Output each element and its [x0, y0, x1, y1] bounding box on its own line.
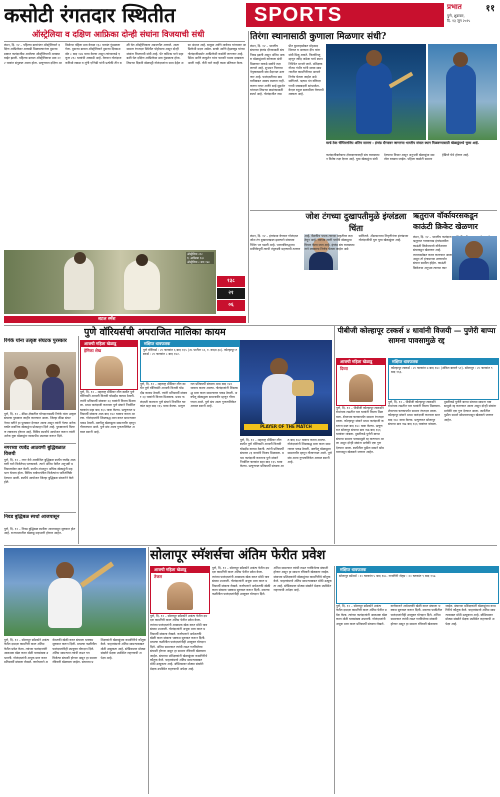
solapur-box-photo	[167, 582, 193, 610]
test-match-photo	[4, 250, 216, 314]
pbg-headline: पीबीजी कोल्हापूर टस्कर्स ४ धावांनी विजयी — पुणेरी बाप्पा सामना पावसामुळे रद्द	[337, 326, 496, 345]
pune-box-title: आजची महिला खेळाडू	[81, 341, 137, 347]
scorecard-row: ऑस्ट्रेलिया २१२	[186, 252, 214, 256]
brilliant-body: पुणे, दि. १२ – क्रीडा क्षेत्रातील योगदानासाठी रिगंके यांना उत्कृष्ट संघटक पुरस्कार जाहीर करण्यात आला. जिल्हा क्रीडा संघटनेच्या वतीने हा पुरस्कार देण्यात आला असून त्यांनी गेल्या अनेक वर्षांत स्थानिक खेळाडूंना प्रोत्साहन दिले आहे. पुरस्काराचे वितरण लवकरच होणार आहे. विविध स्पर्धांचे आयोजन करून त्यांनी अनेक युवा खेळाडूंना व्यासपीठ उपलब्ध करून दिले.	[4, 412, 76, 439]
scorecard-row: द. आफ्रिका १३८	[186, 256, 214, 260]
team-selection-body: लंडन, दि. १२ – भारतीय संघाच्या इंग्लंड दौऱ्यासाठी संघनिवड झाली असून अंतिम अकरा खेळाडूंमध्ये कोणाला संधी मिळणार याकडे सर्वांचे लक्ष लागले आहे. शुभमन गिलच्या नेतृत्वाखाली संघ मैदानात उतरणार आहे. फलंदाजीच्या क्रमवारीबाबत अद्याप स्पष्टता नाही. करुण नायर आणि साई सुदर्शन यांच्यात तिसऱ्या क्रमांकासाठी स्पर्धा आहे. गोलंदाजीत जसप्रीत बुमराहसोबत मोहम्मद सिराज व आकाश दीप यांना संधी मिळू शकते. फिरकीपटू म्हणून रवींद्र जडेजा याचे स्थान निश्चित मानले जाते. प्रशिक्षक गौतम गंभीर यांनी सराव सामन्यातील कामगिरीच्या आधारे निर्णय घेतला जाईल असे सांगितले. ऋषभ पंत यष्टिरक्षणाची जबाबदारी सांभाळेल. केएल राहुल सलामीला येण्याची शक्यता आहे.	[250, 44, 324, 97]
score-tags	[217, 276, 245, 314]
joesh-headline: जोश टंगच्या दुखापतीमुळे इंग्लंडला चिंता	[305, 211, 407, 233]
solapur-left-body: पुणे, दि. १२ – सोलापूर स्मॅशर्सने उपांत्य फेरीत दमदार कामगिरी करत अंतिम फेरीत प्रवेश केला. त्यांच्या फलंदाजांनी आक्रमक खेळ करत मोठी धावसंख्या उभारली. गोलंदाजांनी अचूक मारा करत प्रतिस्पर्धी संघाला रोखले. कर्णधाराने अर्धशतकी खेळी करत संघाला भक्कम सुरुवात करून दिली. मधल्या फळीतील फलंदाजांनीही उपयुक्त योगदान दिले. अंतिम सामन्यात त्यांची लढत गतविजेत्या संघाशी होणार असून हा सामना रविवारी खेळवला जाईल. संघाच्या प्रशिक्षकांनी खेळाडूंच्या कामगिरीचे कौतुक केले. चाहत्यांमध्ये अंतिम सामन्याबाबत मोठी उत्सुकता आहे. स्टेडियमवर मोठ्या संख्येने प्रेक्षक उपस्थित राहण्याची अपेक्षा आहे.	[4, 638, 146, 665]
solapur-scorecard	[336, 566, 499, 604]
scorecard-row: ऑस्ट्रेलिया ८ बाद १४४	[186, 260, 214, 264]
pune-body-bottom: पुणे, दि. १२ – महाराष्ट्र प्रीमियर लीग स्पर्धेत पुणे वॉरियर्सने आपली विजयी घोडदौड कायम ठेवली. त्यांनी प्रतिस्पर्धी संघावर २३ धावांनी विजय मिळवला. प्रथम फलंदाजी करताना पुणे संघाने निर्धारित षटकांत सहा बाद १६५ धावा केल्या. प्रत्युत्तरात प्रतिस्पर्धी संघाला आठ बाद १४२ धावाच करता आल्या. गोलंदाजांनी शिस्तबद्ध मारा करत सामन्यावर पकड ठेवली. अष्टपैलू खेळाडूला सामनावीर म्हणून गौरवण्यात आले. पुणे संघ आता गुणतालिकेत अव्वल स्थानी आहे.	[240, 438, 332, 469]
tennis-headline: निवड बुद्धिबळ स्पर्धा आजपासून	[4, 514, 60, 520]
team-selection-photo	[326, 44, 426, 140]
tennis-body: पुणे, दि. १२ – निवड बुद्धिबळ स्पर्धेला आजपासून सुरुवात होत आहे. राज्यभरातील खेळाडू सहभागी होणार आहेत.	[4, 527, 76, 536]
pbg-box-subtitle: दिव्या	[340, 366, 348, 371]
chess-headline: नगरच्या रघवेंद्र आठवणी बुद्धिबळात विजयी	[4, 445, 66, 457]
sports-title: SPORTS	[254, 4, 343, 26]
date-line-2: दि. १३ जून २०२५	[447, 19, 471, 23]
pbg-body-1: पुणे, दि. १२ – पीबीजी कोल्हापूर टस्कर्सने रोमांचक लढतीत चार धावांनी विजय मिळवला. शेवटच्या षटकापर्यंत सामना रंगतदार ठरला. कोल्हापूर संघाने प्रथम फलंदाजी करताना सात बाद १७० धावा केल्या. प्रत्युत्तरात सोलापूर संघाचा डाव नऊ बाद १६६ धावांवर थांबला. दुसरीकडे पुणेरी बाप्पा संघाचा सामना पावसामुळे रद्द करण्यात आला असून दोन्ही संघांना प्रत्येकी एक गुण देण्यात आला. स्पर्धेतील पुढील सामने सोमवारपासून खेळवले जाणार आहेत.	[336, 406, 384, 455]
pune-photo-caption: PLAYER OF THE MATCH	[244, 424, 328, 430]
solapur-body-2: पुणे, दि. १२ – सोलापूर स्मॅशर्सने उपांत्य फेरीत दमदार कामगिरी करत अंतिम फेरीत प्रवेश केला. त्यांच्या फलंदाजांनी आक्रमक खेळ करत मोठी धावसंख्या उभारली. गोलंदाजांनी अचूक मारा करत प्रतिस्पर्धी संघाला रोखले. कर्णधाराने अर्धशतकी खेळी करत संघाला भक्कम सुरुवात करून दिली. मधल्या फळीतील फलंदाजांनीही उपयुक्त योगदान दिले. अंतिम सामन्यात त्यांची लढत गतविजेत्या संघाशी होणार असून हा सामना रविवारी खेळवला जाईल. संघाच्या प्रशिक्षकांनी खेळाडूंच्या कामगिरीचे कौतुक केले. चाहत्यांमध्ये अंतिम सामन्याबाबत मोठी उत्सुकता आहे. स्टेडियमवर मोठ्या संख्येने प्रेक्षक उपस्थित राहण्याची अपेक्षा आहे.	[212, 566, 332, 597]
score-tag: २१	[217, 288, 245, 299]
pbg-box-title: आजची महिला खेळाडू	[337, 359, 385, 365]
shuttle-title: शटल स्मॅश	[98, 317, 116, 322]
test-scorecard	[186, 252, 214, 264]
score-tag: १३८	[217, 276, 245, 287]
pbg-scorecard-title: संक्षिप्त धावफलक	[389, 359, 498, 365]
team-selection-caption: वर्ल्ड टेस्ट चॅम्पियनशिप अंतिम सामना : इंग्लंड दौऱ्यावर जाणाऱ्या भारतीय संघात स्थान मिळवण्यासाठी खेळाडूंमध्ये चुरस आहे.	[326, 141, 480, 145]
date-line-1: पुणे, शुक्रवार,	[447, 14, 465, 18]
solapur-player-box	[150, 566, 210, 614]
solapur-box-subtitle: तेजल	[154, 574, 162, 579]
sub-headline: ऑस्ट्रेलिया व दक्षिण आफ्रिका दोन्ही संघांना विजयाची संधी	[32, 29, 205, 39]
ruturaj-photo	[452, 236, 497, 280]
score-tag: ०६	[217, 300, 245, 311]
ruturaj-headline: ऋतुराज वॉर्कायरसकडून काऊंटी क्रिकेट खेळणार	[413, 211, 478, 231]
pbg-player-box	[336, 358, 386, 406]
pune-headline: पुणे वॉरियर्सची अपराजित मालिका कायम	[84, 327, 226, 338]
solapur-box-title: आजची महिला खेळाडू	[151, 567, 209, 573]
shuttle-banner	[4, 316, 246, 323]
pune-player-box	[80, 340, 138, 390]
pune-box-subtitle: हेमिका शेख	[84, 348, 102, 353]
pune-body-right: पुणे, दि. १२ – महाराष्ट्र प्रीमियर लीग स्पर्धेत पुणे वॉरियर्सने आपली विजयी घोडदौड कायम ठेवली. त्यांनी प्रतिस्पर्धी संघावर २३ धावांनी विजय मिळवला. प्रथम फलंदाजी करताना पुणे संघाने निर्धारित षटकांत सहा बाद १६५ धावा केल्या. प्रत्युत्तरात प्रतिस्पर्धी संघाला आठ बाद १४२ धावाच करता आल्या. गोलंदाजांनी शिस्तबद्ध मारा करत सामन्यावर पकड ठेवली. अष्टपैलू खेळाडूला सामनावीर म्हणून गौरवण्यात आले. पुणे संघ आता गुणतालिकेत अव्वल स्थानी आहे.	[140, 382, 238, 409]
pbg-scorecard	[388, 358, 499, 400]
main-headline: कसोटी रंगतदार स्थितीत	[4, 3, 176, 27]
solapur-headline: सोलापूर स्मॅशर्सचा अंतिम फेरीत प्रवेश	[150, 548, 326, 563]
ruturaj-body: लंडन, दि. १२ – भारतीय फलंदाज ऋतुराज गायकवाड इंग्लंडमधील काऊंटी क्रिकेटमध्ये यॉर्कशायर संघाकडून खेळणार आहे. त्याच्यासोबत करार करण्यात आला असून तो हंगामाच्या उत्तरार्धात संघात सामील होईल. काऊंटी क्रिकेटचा अनुभव त्याच्या कार	[413, 235, 453, 270]
brand-logo: प्रभात	[447, 2, 462, 11]
pbg-scorecard-text: कोल्हापूर टस्कर्स : २० षटकांत ७ बाद १७० (अंकित बावणे ५१). सोलापूर : २० षटकांत ९ बाद १६६.	[391, 366, 493, 375]
pune-scorecard-text: पुणे वॉरियर्स : २० षटकांत ६ बाद १६५ (अ. पाटील ५२, र. कदम ३४). कोल्हापूर टस्कर्स : २० षटकांत ८ बाद १४२.	[143, 348, 238, 357]
pune-player-photo	[240, 340, 332, 436]
chess-body: पुणे, दि. १२ – नगर येथे आयोजित बुद्धिबळ स्पर्धेत रघवेंद्र आठवणी याने विजेतेपद पटकावले. त्याने अंतिम फेरीत अनुभवी प्रतिस्पर्ध्यावर मात केली. स्पर्धेत शंभरहून अधिक खेळाडूंनी सहभाग घेतला होता. विविध वयोगटांतील विजेत्यांना पारितोषिके देण्यात आली. स्पर्धेचे आयोजन जिल्हा बुद्धिबळ संघटनेने केले होते.	[4, 458, 76, 485]
sports-banner	[246, 3, 444, 27]
pune-box-photo	[95, 356, 123, 386]
brilliant-headline: रिगंके यांना उत्कृष्ट संघटक पुरस्कार	[4, 338, 67, 344]
page-number: ११	[485, 4, 495, 14]
pune-body-left: पुणे, दि. १२ – महाराष्ट्र प्रीमियर लीग स्पर्धेत पुणे वॉरियर्सने आपली विजयी घोडदौड कायम ठेवली. त्यांनी प्रतिस्पर्धी संघावर २३ धावांनी विजय मिळवला. प्रथम फलंदाजी करताना पुणे संघाने निर्धारित षटकांत सहा बाद १६५ धावा केल्या. प्रत्युत्तरात प्रतिस्पर्धी संघाला आठ बाद १४२ धावाच करता आल्या. गोलंदाजांनी शिस्तबद्ध मारा करत सामन्यावर पकड ठेवली. अष्टपैलू खेळाडूला सामनावीर म्हणून गौरवण्यात आले. पुणे संघ आता गुणतालिकेत अव्वल स्थानी आहे.	[80, 390, 136, 434]
pbg-body-2: पुणे, दि. १२ – पीबीजी कोल्हापूर टस्कर्सने रोमांचक लढतीत चार धावांनी विजय मिळवला. शेवटच्या षटकापर्यंत सामना रंगतदार ठरला. कोल्हापूर संघाने प्रथम फलंदाजी करताना सात बाद १७० धावा केल्या. प्रत्युत्तरात सोलापूर संघाचा डाव नऊ बाद १६६ धावांवर थांबला. दुसरीकडे पुणेरी बाप्पा संघाचा सामना पावसामुळे रद्द करण्यात आला असून दोन्ही संघांना प्रत्येकी एक गुण देण्यात आला. स्पर्धेतील पुढील सामने सोमवारपासून खेळवले जाणार आहेत.	[388, 400, 497, 427]
solapur-scorecard-text: सोलापूर स्मॅशर्स : २० षटकांत ५ बाद १७८. रत्नागिरी जेट्स : २० षटकांत ९ बाद १५४.	[339, 574, 437, 578]
pune-scorecard	[140, 340, 240, 382]
solapur-scorecard-title: संक्षिप्त धावफलक	[337, 567, 498, 573]
team-selection-photo-2	[428, 44, 497, 140]
solapur-left-photo	[4, 548, 146, 636]
solapur-body-3: पुणे, दि. १२ – सोलापूर स्मॅशर्सने उपांत्य फेरीत दमदार कामगिरी करत अंतिम फेरीत प्रवेश केला. त्यांच्या फलंदाजांनी आक्रमक खेळ करत मोठी धावसंख्या उभारली. गोलंदाजांनी अचूक मारा करत प्रतिस्पर्धी संघाला रोखले. कर्णधाराने अर्धशतकी खेळी करत संघाला भक्कम सुरुवात करून दिली. मधल्या फळीतील फलंदाजांनीही उपयुक्त योगदान दिले. अंतिम सामन्यात त्यांची लढत गतविजेत्या संघाशी होणार असून हा सामना रविवारी खेळवला जाईल. संघाच्या प्रशिक्षकांनी खेळाडूंच्या कामगिरीचे कौतुक केले. चाहत्यांमध्ये अंतिम सामन्याबाबत मोठी उत्सुकता आहे. स्टेडियमवर मोठ्या संख्येने प्रेक्षक उपस्थित राहण्याची अपेक्षा आहे.	[336, 604, 496, 626]
joesh-body: लंडन, दि. १२ – इंग्लंडचा वेगवान गोलंदाज जोश टंग दुखापतग्रस्त झाल्याने संघाच्या चिंतेत भर पडली आहे. भारताविरुद्धच्या मालिकेपूर्वी त्याची तंदुरुस्ती महत्त्वाची ठरणार आहे. वैद्यकीय पथक त्याच्या प्रकृतीवर लक्ष ठेवून आहे. त्याच्या जागी पर्यायी खेळाडूचा विचार केला जात आहे. इंग्लंड संघ व्यवस्थापनाने लवकरच निर्णय घेतला जाईल असे सांगितले. अँडरसनच्या निवृत्तीनंतर इंग्लंडच्या गोलंदाजीची धुरा युवा खेळाडूंवर आहे.	[250, 234, 409, 252]
pune-scorecard-title: संक्षिप्त धावफलक	[141, 341, 239, 347]
test-story-body: लंडन, दि. १२ – पहिल्या डावांनंतर ऑस्ट्रेलियाने दक्षिण आफ्रिकेवर आघाडी मिळवल्यानंतर दुसऱ्या डावात फलंदाजीस आलेल्या ऑस्ट्रेलियाची अवस्था वाईट झाली. पहिल्या डावात ऑस्ट्रेलियाचा डाव २१२ धावांत संपुष्टात आला होता. प्रत्युत्तरात दक्षिण आफ्रिकेचा पहिला डाव केवळ १३८ धावांत गुंडाळला गेला. दुसऱ्या डावात ऑस्ट्रेलियाने दुसऱ्या दिवसअखेर ८ बाद १४४ धावा केल्या असून त्यांच्याकडे एकूण २१८ धावांची आघाडी आहे. वेगवान गोलंदाज कगिसो रबाडा व लुंगी एन्गिडी यांनी प्रत्येकी तीन बळी घेत ऑस्ट्रेलियाला अडचणीत आणले. आता सामना रंगतदार स्थितीत पोहोचला असून दोन्ही संघांना विजयाची संधी आहे. पॅट कमिन्स याने सहा बळी घेत दक्षिण आफ्रिकेचा डाव गुंडाळला होता. तिसऱ्या दिवशी खेळपट्टी गोलंदाजांना साथ देईल असा अंदाज आहे. बावुमा आणि मार्करम यांच्यावर आफ्रिकेची मदार असेल. स्टार्क आणि हेझलवूड यांच्या गोलंदाजीसमोर आफ्रिकेची कसोटी लागणार आहे. स्मिथ आणि लाबुशेन यांना फारशी चमक दाखवता आली नाही. कॅरी याने काही काळ प्रतिकार केला.	[4, 43, 246, 65]
pbg-box-photo	[349, 374, 373, 402]
solapur-body-1: पुणे, दि. १२ – सोलापूर स्मॅशर्सने उपांत्य फेरीत दमदार कामगिरी करत अंतिम फेरीत प्रवेश केला. त्यांच्या फलंदाजांनी आक्रमक खेळ करत मोठी धावसंख्या उभारली. गोलंदाजांनी अचूक मारा करत प्रतिस्पर्धी संघाला रोखले. कर्णधाराने अर्धशतकी खेळी करत संघाला भक्कम सुरुवात करून दिली. मधल्या फळीतील फलंदाजांनीही उपयुक्त योगदान दिले. अंतिम सामन्यात त्यांची लढत गतविजेत्या संघाशी होणार असून हा सामना रविवारी खेळवला जाईल. संघाच्या प्रशिक्षकांनी खेळाडूंच्या कामगिरीचे कौतुक केले. चाहत्यांमध्ये अंतिम सामन्याबाबत मोठी उत्सुकता आहे. स्टेडियमवर मोठ्या संख्येने प्रेक्षक उपस्थित राहण्याची अपेक्षा आहे.	[150, 614, 208, 671]
brand-block	[447, 3, 497, 27]
team-selection-headline: तिरंगा स्थानासाठी कुणाला मिळणार संधी?	[250, 32, 387, 42]
team-selection-body-2: फलंदाजीबरोबरच क्षेत्ररक्षणावरही संघ व्यवस्थापन विशेष लक्ष देणार आहे. युवा खेळाडूंना संधी देण्याचा विचार असून अनुभवी खेळाडूंचा समतोल राखला जाईल. पहिला कसोटी सामना हेडिंग्ले येथे होणार आहे.	[326, 153, 470, 162]
brilliant-photo	[4, 352, 76, 410]
